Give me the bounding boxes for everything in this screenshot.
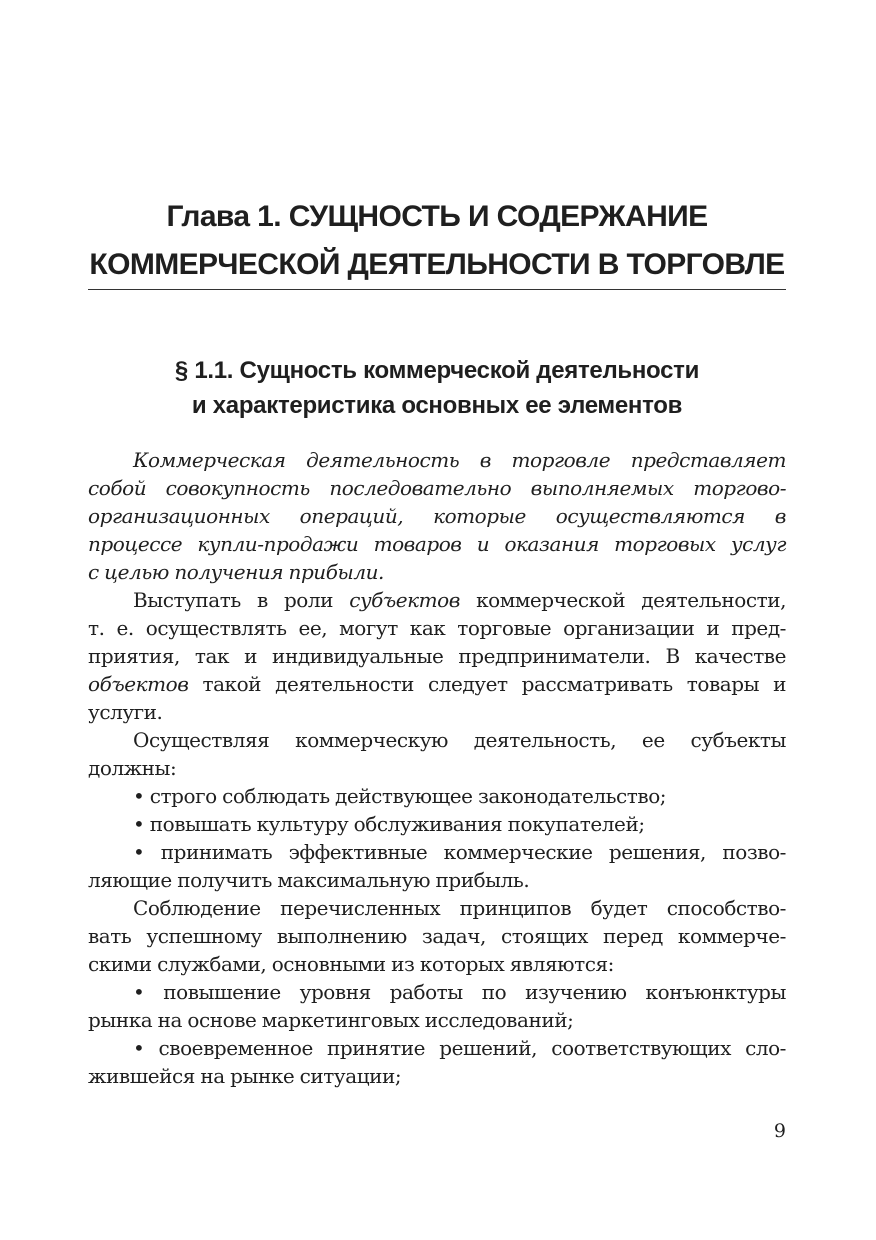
- section-title-line-1: § 1.1. Сущность коммерческой деятельности: [174, 357, 700, 384]
- chapter-title-line-1: Глава 1. СУЩНОСТЬ И СОДЕРЖАНИЕ: [166, 200, 708, 233]
- text-line: [88, 670, 786, 698]
- duties-list: [88, 782, 786, 894]
- list-item: • принимать эффективные коммерческие решения, позво-: [133, 840, 786, 864]
- text-line: т. е. осуществлять ее, могут как торговые организации и пред-: [88, 616, 786, 640]
- page-number: 9: [773, 1120, 786, 1142]
- body-text: [88, 446, 786, 1090]
- text-line: организационных операций, которые осуществляются в: [88, 504, 786, 528]
- list-item-continuation: ляющие получить максимальную прибыль.: [88, 868, 530, 892]
- text-line: с целью получения прибыли.: [88, 560, 384, 584]
- text-line: [88, 586, 786, 614]
- section-title: [88, 353, 786, 423]
- text-fragment: такой деятельности следует рассматривать товары и: [188, 672, 786, 696]
- chapter-title: [88, 193, 786, 289]
- emphasis-objects: объектов: [88, 672, 189, 696]
- list-item: • своевременное принятие решений, соответствующих сло-: [133, 1036, 786, 1060]
- subjects-paragraph: [88, 586, 786, 726]
- text-line: услуги.: [88, 700, 163, 724]
- section-title-line-2: и характеристика основных ее элементов: [191, 392, 683, 419]
- text-line: Осуществляя коммерческую деятельность, ее субъекты: [133, 728, 786, 752]
- text-line: вать успешному выполнению задач, стоящих перед коммерче-: [88, 924, 786, 948]
- list-item: • повышать культуру обслуживания покупателей;: [133, 812, 645, 836]
- text-line: скими службами, основными из которых являются:: [88, 952, 614, 976]
- list-item: • повышение уровня работы по изучению конъюнктуры: [133, 980, 786, 1004]
- list-item-continuation: жившейся на рынке ситуации;: [88, 1064, 402, 1088]
- text-fragment: коммерческой деятельности,: [459, 588, 786, 612]
- tasks-list: [88, 978, 786, 1090]
- list-item: • строго соблюдать действующее законодательство;: [133, 784, 667, 808]
- text-fragment: Выступать в роли: [133, 588, 350, 612]
- chapter-divider: [88, 289, 786, 290]
- definition-paragraph: [88, 446, 786, 586]
- text-line: Соблюдение перечисленных принципов будет способство-: [133, 896, 786, 920]
- emphasis-subjects: субъектов: [349, 588, 460, 612]
- chapter-title-line-2: КОММЕРЧЕСКОЙ ДЕЯТЕЛЬНОСТИ В ТОРГОВЛЕ: [89, 248, 785, 281]
- tasks-intro-paragraph: [88, 894, 786, 978]
- text-line: Коммерческая деятельность в торговле представляет: [133, 448, 786, 472]
- text-line: собой совокупность последовательно выполняемых торгово-: [88, 476, 786, 500]
- text-line: процессе купли-продажи товаров и оказания торговых услуг: [88, 532, 786, 556]
- list-item-continuation: рынка на основе маркетинговых исследований;: [88, 1008, 574, 1032]
- text-line: приятия, так и индивидуальные предприниматели. В качестве: [88, 644, 786, 668]
- text-line: должны:: [88, 756, 177, 780]
- duties-intro-paragraph: [88, 726, 786, 782]
